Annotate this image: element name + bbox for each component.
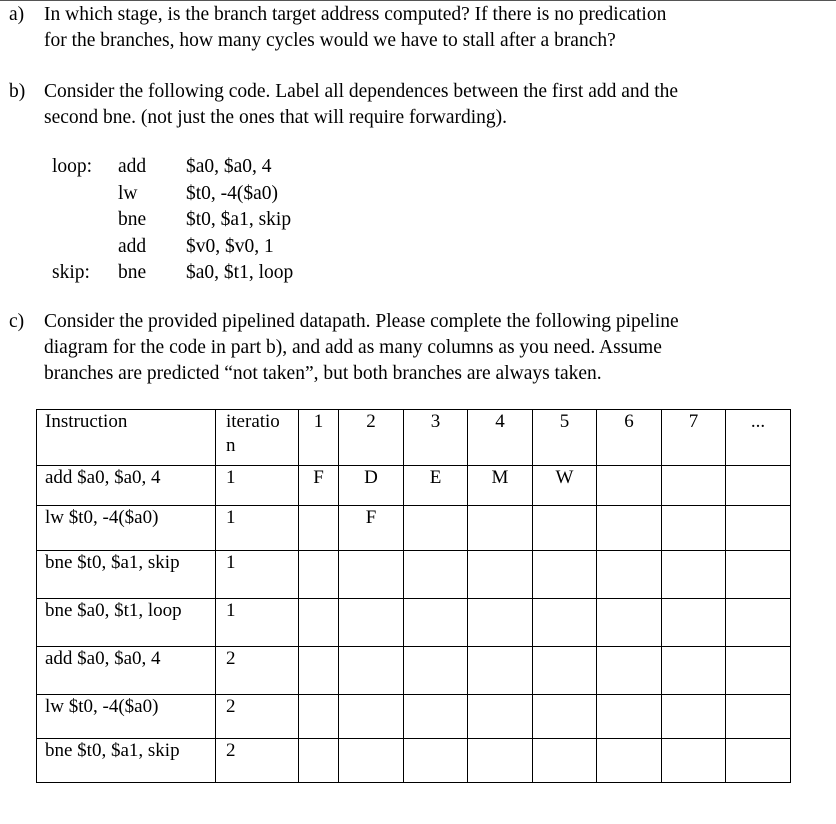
stage-cell[interactable]: E [404, 466, 468, 506]
iteration-cell: 1 [216, 506, 299, 551]
stage-cell[interactable] [662, 739, 726, 783]
stage-cell[interactable] [468, 647, 533, 695]
code-listing [52, 154, 452, 287]
pipeline-diagram-table [36, 409, 791, 783]
code-opcode: add [118, 156, 147, 177]
instruction-cell: add $a0, $a0, 4 [37, 647, 216, 695]
code-operands: $a0, $a0, 4 [186, 156, 272, 177]
stage-cell[interactable] [662, 647, 726, 695]
code-opcode: add [118, 235, 147, 257]
stage-cell[interactable] [662, 551, 726, 599]
header-cycle: 6 [597, 410, 662, 466]
question-b-text [44, 79, 678, 131]
stage-cell[interactable] [597, 695, 662, 739]
header-iteration-part2: n [226, 435, 236, 456]
stage-cell[interactable] [726, 695, 791, 739]
stage-cell[interactable]: D [339, 466, 404, 506]
question-b-label: b) [9, 81, 26, 102]
stage-cell[interactable] [339, 647, 404, 695]
code-operands: $t0, $a1, skip [186, 209, 292, 230]
question-c-line-3: branches are predicted “not taken”, but both branches are always taken. [44, 363, 602, 384]
question-a-line-2: for the branches, how many cycles would we have to stall after a branch? [44, 30, 616, 51]
header-cycle: 3 [404, 410, 468, 466]
code-opcode: bne [118, 262, 147, 283]
stage-cell[interactable] [726, 739, 791, 783]
table-row [37, 466, 791, 506]
table-header-row [37, 410, 791, 466]
stage-cell[interactable] [299, 551, 339, 599]
stage-cell[interactable] [662, 599, 726, 647]
header-cycle: 4 [468, 410, 533, 466]
stage-cell[interactable] [662, 466, 726, 506]
code-operands: $t0, -4($a0) [186, 182, 279, 204]
stage-cell[interactable] [339, 551, 404, 599]
stage-cell[interactable] [339, 599, 404, 647]
stage-cell[interactable] [533, 551, 597, 599]
header-iteration [216, 410, 299, 466]
stage-cell[interactable] [597, 466, 662, 506]
stage-cell[interactable] [533, 695, 597, 739]
table-row [37, 599, 791, 647]
stage-cell[interactable] [404, 551, 468, 599]
stage-cell[interactable] [468, 695, 533, 739]
stage-cell[interactable] [726, 599, 791, 647]
iteration-cell: 1 [216, 466, 299, 506]
iteration-cell: 2 [216, 695, 299, 739]
header-cycle: 1 [299, 410, 339, 466]
stage-cell[interactable]: M [468, 466, 533, 506]
stage-cell[interactable] [533, 506, 597, 551]
stage-cell[interactable] [299, 647, 339, 695]
header-cycle: 5 [533, 410, 597, 466]
stage-cell[interactable]: F [299, 466, 339, 506]
stage-cell[interactable] [726, 466, 791, 506]
code-label: loop: [52, 156, 93, 177]
question-b-line-2: second bne. (not just the ones that will require forwarding). [44, 107, 508, 128]
question-b-line-1: Consider the following code. Label all dependences between the first add and the [44, 81, 679, 102]
stage-cell[interactable] [339, 695, 404, 739]
header-instruction: Instruction [37, 410, 216, 466]
code-line [52, 260, 452, 287]
code-operands: $a0, $t1, loop [186, 262, 294, 283]
stage-cell[interactable] [404, 506, 468, 551]
table-row [37, 647, 791, 695]
stage-cell[interactable] [662, 506, 726, 551]
stage-cell[interactable] [468, 599, 533, 647]
stage-cell[interactable]: W [533, 466, 597, 506]
stage-cell[interactable] [726, 551, 791, 599]
stage-cell[interactable] [299, 695, 339, 739]
table-row [37, 551, 791, 599]
instruction-cell: add $a0, $a0, 4 [37, 466, 216, 506]
stage-cell[interactable]: F [339, 506, 404, 551]
question-c-line-1: Consider the provided pipelined datapath. Please complete the following pipeline [44, 311, 679, 332]
iteration-cell: 1 [216, 551, 299, 599]
stage-cell[interactable] [468, 551, 533, 599]
code-line [52, 181, 452, 208]
code-line [52, 207, 452, 234]
stage-cell[interactable] [299, 599, 339, 647]
stage-cell[interactable] [468, 739, 533, 783]
stage-cell[interactable] [468, 506, 533, 551]
instruction-cell: lw $t0, -4($a0) [37, 506, 216, 551]
header-cycle: 7 [662, 410, 726, 466]
header-cycle: ... [726, 410, 791, 466]
question-a-text [44, 2, 666, 54]
code-label: skip: [52, 262, 90, 283]
code-line [52, 154, 452, 181]
header-iteration-part1: iteratio [226, 411, 280, 432]
question-c-line-2: diagram for the code in part b), and add as many columns as you need. Assume [44, 337, 662, 358]
stage-cell[interactable] [726, 506, 791, 551]
instruction-cell: bne $t0, $a1, skip [37, 739, 216, 783]
instruction-cell: bne $t0, $a1, skip [37, 551, 216, 599]
instruction-cell: lw $t0, -4($a0) [37, 695, 216, 739]
question-c-text [44, 309, 679, 387]
stage-cell[interactable] [339, 739, 404, 783]
stage-cell[interactable] [533, 647, 597, 695]
table-row [37, 695, 791, 739]
question-c-label: c) [9, 311, 25, 332]
stage-cell[interactable] [299, 739, 339, 783]
iteration-cell: 2 [216, 739, 299, 783]
stage-cell[interactable] [533, 599, 597, 647]
table-row [37, 739, 791, 783]
header-cycle: 2 [339, 410, 404, 466]
code-line [52, 234, 452, 261]
code-opcode: lw [118, 182, 138, 204]
stage-cell[interactable] [299, 506, 339, 551]
instruction-cell: bne $a0, $t1, loop [37, 599, 216, 647]
question-a-line-1: In which stage, is the branch target address computed? If there is no predication [44, 4, 667, 25]
stage-cell[interactable] [662, 695, 726, 739]
stage-cell[interactable] [597, 599, 662, 647]
page-top-rule [0, 0, 836, 1]
table-row [37, 506, 791, 551]
stage-cell[interactable] [404, 599, 468, 647]
stage-cell[interactable] [597, 647, 662, 695]
stage-cell[interactable] [404, 739, 468, 783]
code-operands: $v0, $v0, 1 [186, 235, 274, 257]
stage-cell[interactable] [597, 506, 662, 551]
stage-cell[interactable] [533, 739, 597, 783]
stage-cell[interactable] [404, 695, 468, 739]
iteration-cell: 1 [216, 599, 299, 647]
stage-cell[interactable] [404, 647, 468, 695]
stage-cell[interactable] [597, 551, 662, 599]
question-a-label: a) [9, 4, 25, 25]
stage-cell[interactable] [597, 739, 662, 783]
iteration-cell: 2 [216, 647, 299, 695]
stage-cell[interactable] [726, 647, 791, 695]
code-opcode: bne [118, 209, 147, 230]
